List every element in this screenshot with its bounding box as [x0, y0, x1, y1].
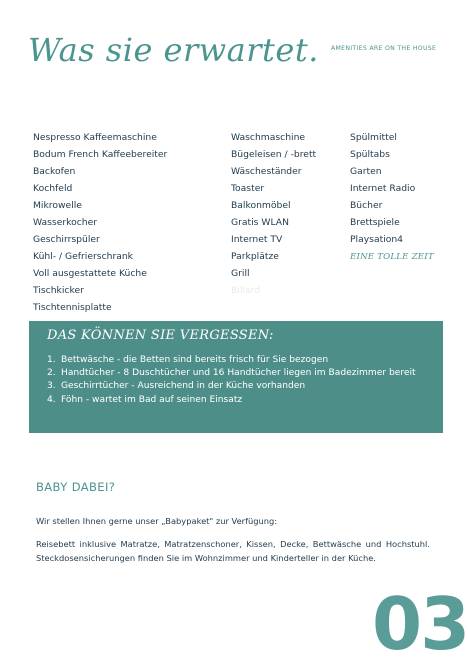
page-number-text: 03	[372, 582, 468, 666]
amenity-item: Internet Radio	[350, 183, 416, 194]
amenity-item: Geschirrspüler	[33, 234, 100, 245]
amenity-item: Toaster	[231, 183, 265, 194]
amenity-item: Kühl- / Gefrierschrank	[33, 251, 133, 262]
list-text: Föhn - wartet im Bad auf seinen Einsatz	[61, 394, 243, 405]
page-subtitle: AMENITIES ARE ON THE HOUSE	[331, 45, 437, 52]
list-number: 1.	[47, 355, 56, 365]
amenity-item: Bodum French Kaffeebereiter	[33, 149, 168, 160]
page-title: Was sie erwartet.	[28, 31, 319, 69]
list-number: 2.	[47, 368, 56, 379]
amenity-item: Tischkicker	[33, 285, 84, 296]
amenity-item: Spülmittel	[350, 132, 397, 143]
list-text: Bettwäsche - die Betten sind bereits frisch für Sie bezogen	[61, 355, 329, 365]
amenity-item: Waschmaschine	[231, 132, 306, 143]
amenity-item: Spültabs	[350, 149, 390, 160]
amenity-item: Gratis WLAN	[231, 217, 289, 228]
forget-title: DAS KÖNNEN SIE VERGESSEN:	[47, 328, 274, 343]
list-number: 4.	[47, 394, 56, 405]
amenity-item: Garten	[350, 166, 382, 177]
forget-list-item	[47, 354, 431, 367]
baby-body: Reisebett inklusive Matratze, Matratzenschoner, Kissen, Decke, Bettwäsche und Hochstuhl. Steckdosensicherungen finden Sie im Wohnzimmer und Kinderteller in der Küche.	[36, 539, 430, 563]
amenity-item: Bügeleisen / -brett	[231, 149, 317, 160]
amenity-item: Internet TV	[231, 234, 283, 245]
page-number	[372, 582, 468, 666]
forget-list-item	[47, 394, 431, 407]
amenity-item-highlight: EINE TOLLE ZEIT	[350, 252, 434, 262]
amenity-item: Kochfeld	[33, 183, 73, 194]
amenity-item: Brettspiele	[350, 217, 400, 228]
amenity-item: Playsation4	[350, 234, 404, 245]
amenity-item: Backofen	[33, 166, 76, 177]
amenities-column-1	[33, 131, 167, 318]
amenity-item: Grill	[231, 268, 250, 279]
amenity-item: Parkplätze	[231, 251, 279, 262]
amenity-item: Billard	[231, 285, 261, 296]
amenity-item: Wasserkocher	[33, 217, 98, 228]
forget-box	[29, 321, 443, 433]
list-number: 3.	[47, 381, 56, 392]
baby-heading: BABY DABEI?	[36, 480, 116, 494]
amenity-item: Voll ausgestattete Küche	[33, 268, 147, 279]
amenity-item: Balkonmöbel	[231, 200, 291, 211]
amenity-item: Wäscheständer	[231, 166, 302, 177]
amenities-column-2	[231, 131, 316, 301]
list-text: Handtücher - 8 Duschtücher und 16 Handtücher liegen im Badezimmer bereit	[61, 368, 416, 379]
amenity-item: Bücher	[350, 200, 383, 211]
forget-list-item	[47, 380, 431, 393]
forget-list	[47, 354, 431, 407]
amenity-item: Nespresso Kaffeemaschine	[33, 132, 157, 143]
amenity-item: Mikrowelle	[33, 200, 82, 211]
amenity-item: Tischtennisplatte	[33, 302, 112, 313]
forget-list-item	[47, 367, 431, 380]
amenities-column-3	[350, 131, 434, 267]
list-text: Geschirrtücher - Ausreichend in der Küche vorhanden	[61, 381, 306, 392]
baby-intro: Wir stellen Ihnen gerne unser „Babypaket" zur Verfügung:	[36, 516, 278, 526]
